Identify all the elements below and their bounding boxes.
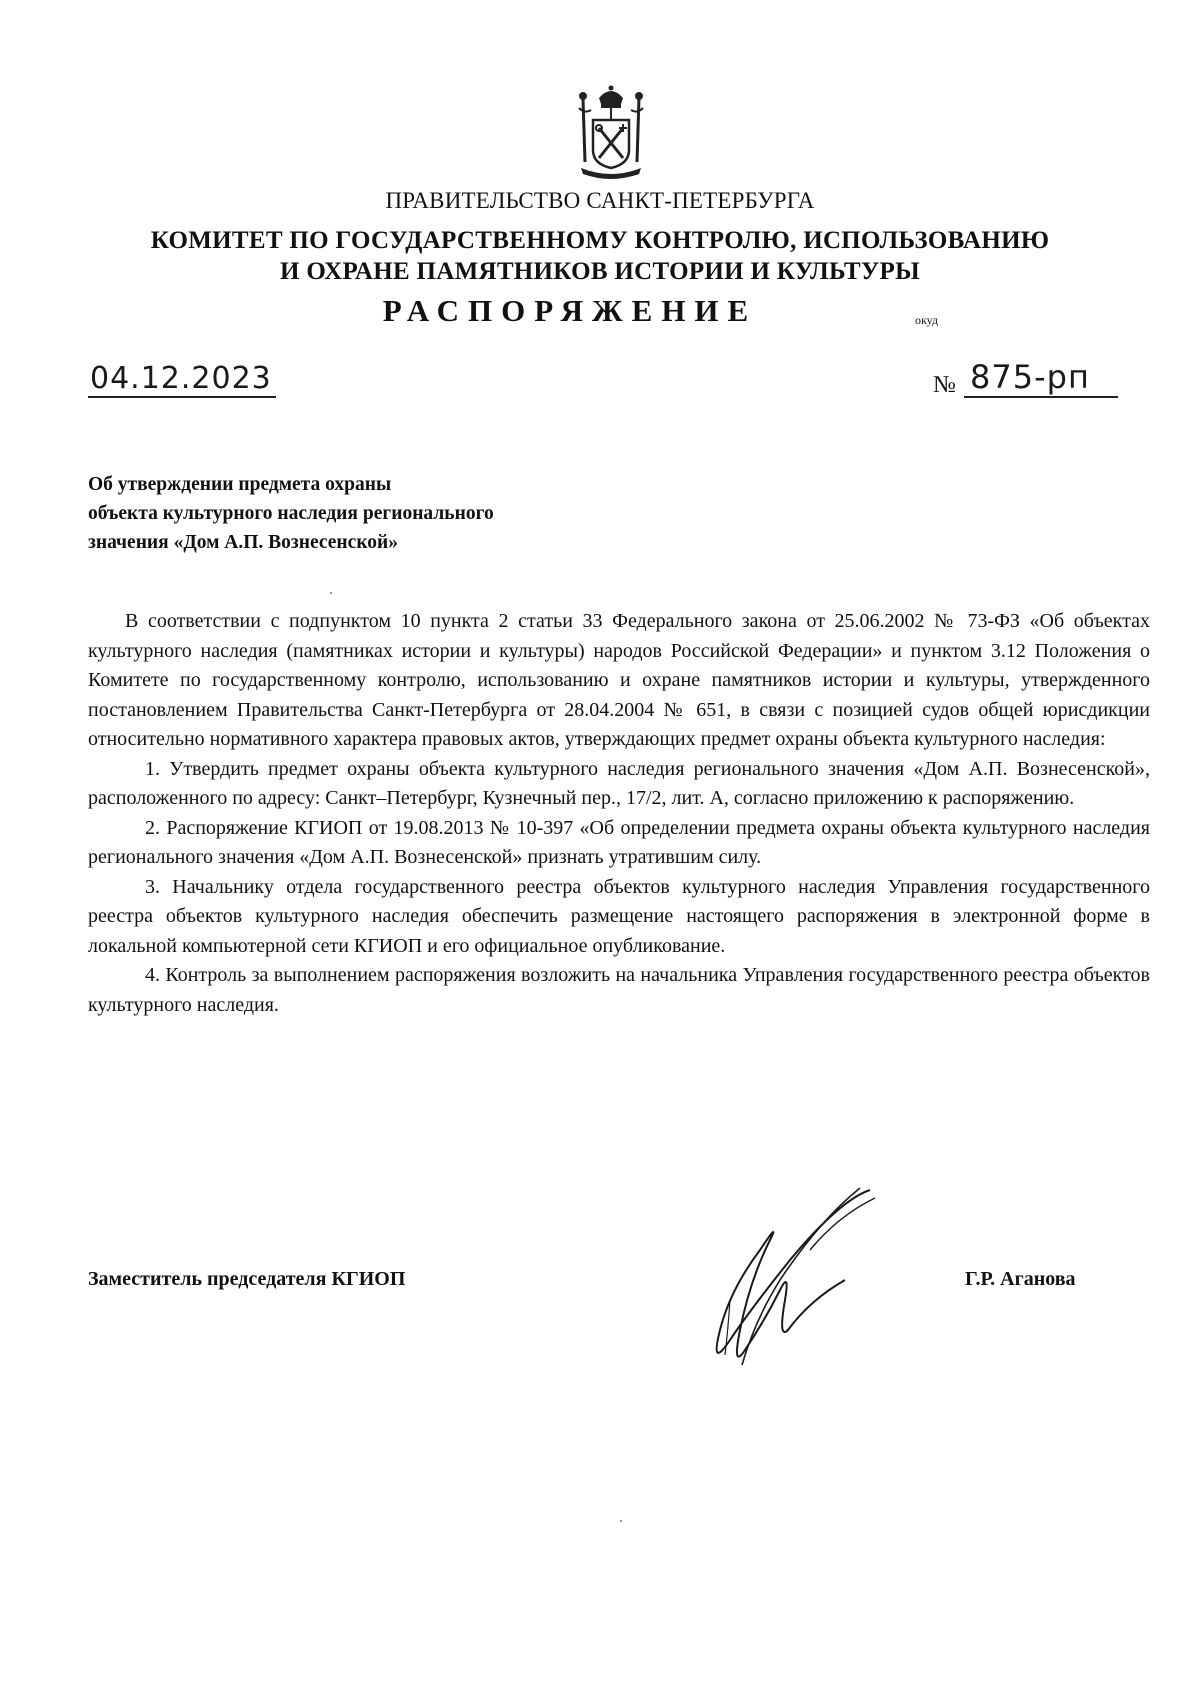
subject-line-2: объекта культурного наследия регионального bbox=[88, 503, 494, 524]
order-item-2: 2. Распоряжение КГИОП от 19.08.2013 № 10-397 «Об определении предмета охраны объекта культурного наследия регионального значения «Дом А.П. Вознесенской» признать утратившим силу. bbox=[88, 816, 1150, 868]
handwritten-signature bbox=[670, 1180, 880, 1380]
signer-title: Заместитель председателя КГИОП bbox=[88, 1268, 406, 1290]
document-date: 04.12.2023 bbox=[88, 362, 276, 398]
scan-speck bbox=[330, 592, 332, 594]
order-item-3: 3. Начальнику отдела государственного реестра объектов культурного наследия Управления государственного реестра объектов культурного наследия обеспечить размещение настоящего распоряжения в электронной форме в локальной компьютерной сети КГИОП и его официальное опубликование. bbox=[88, 875, 1150, 957]
committee-name-line-2: И ОХРАНЕ ПАМЯТНИКОВ ИСТОРИИ И КУЛЬТУРЫ bbox=[280, 258, 920, 285]
subject-line-1: Об утверждении предмета охраны bbox=[88, 474, 392, 495]
number-sign: № bbox=[933, 372, 956, 398]
document-type-title: РАСПОРЯЖЕНИЕ bbox=[382, 293, 758, 328]
okud-label: окуд bbox=[915, 313, 939, 327]
order-item-1: 1. Утвердить предмет охраны объекта культурного наследия регионального значения «Дом А.П. Вознесенской», расположенного по адресу: Санкт–Петербург, Кузнечный пер., 17/2, лит. А, согласно приложению к распоряжению. bbox=[88, 757, 1150, 809]
preamble-paragraph: В соответствии с подпунктом 10 пункта 2 статьи 33 Федерального закона от 25.06.2002 № 73-ФЗ «Об объектах культурного наследия (памятниках истории и культуры) народов Российской Федерации» и пунктом 3.12 Положения о Комитете по государственному контролю, использованию и охране памятников истории и культуры, утвержденного постановлением Правительства Санкт-Петербурга от 28.04.2004 № 651, в связи с позицией судов общей юрисдикции относительно нормативного характера правовых актов, утверждающих предмет охраны объекта культурного наследия: bbox=[88, 610, 1150, 750]
document-body bbox=[88, 607, 1150, 1020]
signer-name: Г.Р. Аганова bbox=[965, 1268, 1076, 1290]
subject-line-3: значения «Дом А.П. Вознесенской» bbox=[88, 532, 399, 553]
st-petersburg-coat-of-arms-icon bbox=[575, 84, 647, 180]
committee-name-line-1: КОМИТЕТ ПО ГОСУДАРСТВЕННОМУ КОНТРОЛЮ, ИСПОЛЬЗОВАНИЮ bbox=[150, 227, 1050, 254]
order-item-4: 4. Контроль за выполнением распоряжения возложить на начальника Управления государственного реестра объектов культурного наследия. bbox=[88, 964, 1150, 1016]
document-number: 875-рп bbox=[964, 358, 1118, 398]
government-name: ПРАВИТЕЛЬСТВО САНКТ-ПЕТЕРБУРГА bbox=[385, 188, 815, 213]
scan-speck bbox=[620, 1520, 622, 1522]
document-subject bbox=[88, 470, 494, 557]
